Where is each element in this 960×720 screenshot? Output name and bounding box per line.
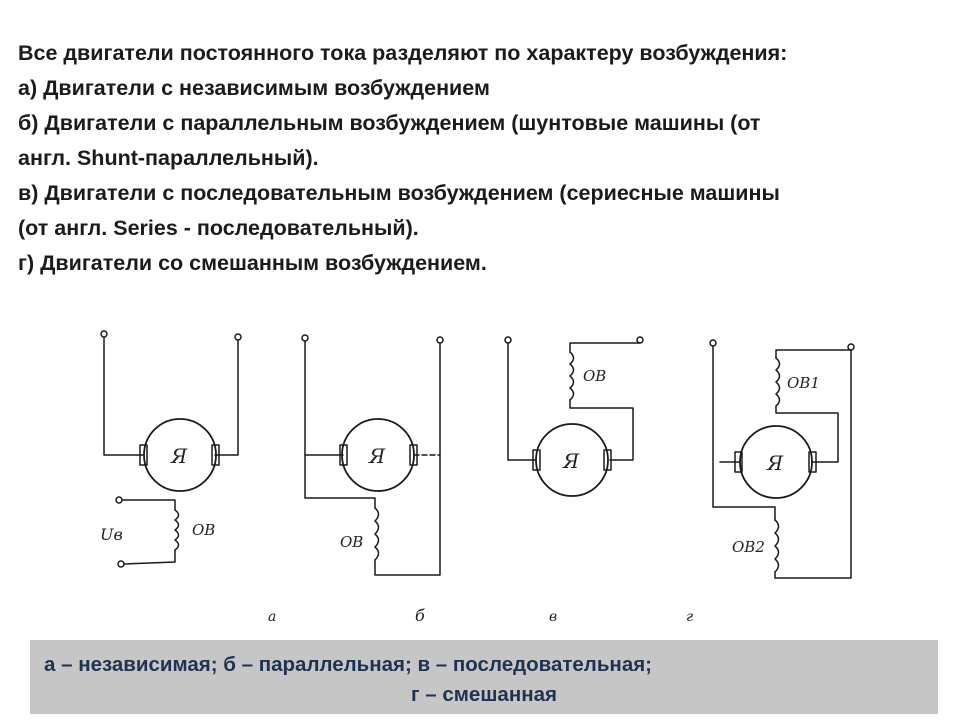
wire-a-field-bottom: [124, 550, 175, 564]
terminal-a-left: [101, 331, 107, 337]
terminal-c-right: [637, 337, 643, 343]
circuit-a: [100, 331, 241, 567]
sublabel-c: в: [549, 609, 558, 625]
item-b-cont: англ. Shunt-параллельный).: [18, 146, 319, 170]
terminal-a-right: [235, 334, 241, 340]
wire-d-top: [776, 350, 851, 358]
wire-a-left: [104, 337, 143, 455]
field-label-d2: ОВ2: [732, 538, 765, 556]
armature-label-a: Я: [171, 444, 188, 468]
field-coil-c: [570, 352, 574, 400]
terminal-b-left: [302, 335, 308, 341]
intro-heading: Все двигатели постоянного тока разделяют по характеру возбуждения:: [18, 41, 788, 65]
item-d: г) Двигатели со смешанным возбуждением.: [18, 251, 487, 275]
terminal-b-right: [437, 337, 443, 343]
caption-box: [30, 640, 938, 714]
field-coil-a: [175, 510, 179, 550]
armature-label-d: Я: [767, 451, 784, 475]
item-c: в) Двигатели с последовательным возбуждением (сериесные машины: [18, 181, 780, 205]
armature-label-b: Я: [369, 444, 386, 468]
circuit-c: [505, 337, 643, 496]
terminal-a-field-top: [116, 497, 122, 503]
caption-line-1: а – независимая; б – параллельная; в – последовательная;: [44, 653, 653, 676]
caption-line-2: г – смешанная: [411, 683, 557, 706]
sublabel-d: г: [686, 609, 694, 625]
wire-d-left: [713, 346, 775, 520]
item-a: а) Двигатели с независимым возбуждением: [18, 76, 490, 100]
item-b: б) Двигатели с параллельным возбуждением (шунтовые машины (от: [18, 111, 761, 135]
wire-d-series: [776, 406, 838, 462]
field-coil-b: [375, 508, 379, 560]
terminal-c-left: [505, 337, 511, 343]
field-label-c: ОВ: [583, 367, 607, 385]
wire-b-left: [305, 341, 375, 508]
terminal-d-left: [710, 340, 716, 346]
voltage-label: Uв: [100, 525, 123, 544]
circuit-d: [710, 340, 854, 578]
sublabel-a: а: [268, 609, 277, 625]
sublabel-b: б: [415, 606, 425, 625]
wire-a-field-top: [122, 500, 175, 510]
wire-c-series: [570, 400, 633, 460]
field-label-a: ОВ: [192, 521, 216, 539]
circuit-b: [302, 335, 443, 575]
field-coil-d1: [776, 358, 780, 406]
field-label-b: ОВ: [340, 533, 364, 551]
terminal-a-field-bottom: [118, 561, 124, 567]
wire-a-right: [215, 340, 238, 455]
wire-c-top: [570, 343, 640, 352]
field-label-d1: ОВ1: [787, 374, 820, 392]
armature-label-c: Я: [563, 449, 580, 473]
wire-c-left: [508, 343, 535, 460]
field-coil-d2: [775, 520, 779, 572]
terminal-d-right: [848, 344, 854, 350]
item-c-cont: (от англ. Series - последовательный).: [18, 216, 419, 240]
